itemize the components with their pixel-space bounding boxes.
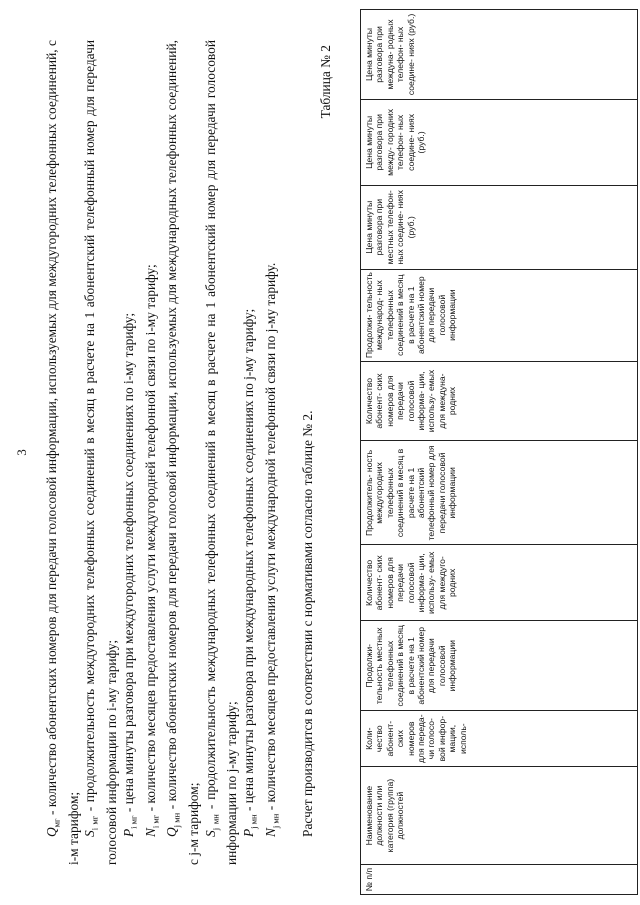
formula-subscript: j мн (248, 814, 259, 829)
page-number: 3 (14, 449, 29, 456)
definition-paragraph (121, 40, 143, 865)
formula-subscript: i мг (128, 815, 139, 829)
formula-symbol: $N_{j мн}$ (262, 813, 281, 837)
definition-text: Расчет производится в соответствии с нормативами согласно таблице № 2. (300, 410, 316, 837)
definition-paragraph (143, 40, 165, 865)
formula-symbol: $P_{i мг}$ (120, 815, 139, 837)
definition-text: - продолжительность междугородних телефонных соединений в месяц в расчете на 1 абонентский телефонный номер для передачи голосовой информации по i-му тарифу; (82, 40, 120, 865)
header-cell: Количество абонент- ских номеров для передачи голосовой информа- ции, использу- емых для междуна- родних (361, 361, 638, 441)
definition-paragraph (203, 40, 241, 865)
definition-paragraph (82, 40, 120, 865)
definition-paragraph (241, 40, 263, 865)
formula-subscript: мг (51, 818, 62, 828)
table-title: Таблица № 2 (318, 45, 333, 119)
header-cell: Цена минуты разговора при между- городних телефон- ных соедине- ниях (руб.) (361, 99, 638, 185)
definition-text: - количество месяцев предоставления услуги международной телефонной связи по j-му тарифу. (262, 262, 278, 814)
formula-symbol: $Q_{j мн}$ (164, 812, 182, 837)
definitions-text (44, 40, 317, 865)
definition-paragraph (263, 40, 285, 865)
formula-symbol: $P_{j мн}$ (241, 814, 259, 837)
header-cell: Количество абонент- ских номеров для передачи голосовой информа- ции, использу- емых для междуго- родних (361, 545, 638, 621)
formula-symbol: $Q_{мг}$ (44, 818, 62, 837)
header-cell: Продолжи- тельность международ- ных телефонных соединений в месяц в расчете на 1 абонентский номер для передачи голосовой информации (361, 269, 638, 361)
definition-text: - продолжительность международных телефонных соединений в месяц в расчете на 1 абонентский номер для передачи голосовой информации по j-му тарифу; (202, 40, 240, 865)
formula-subscript: i мг (150, 814, 161, 829)
header-cell: Продолжи- тельность местных телефонных соединений в месяц в расчете на 1 абонентский номер для передачи голосовой информации (361, 621, 638, 711)
formula-symbol: $S_{j мн}$ (202, 814, 221, 837)
header-cell: Продолжитель- ность междугородних телефонных соединений в месяц в расчете на 1 абонентский телефонный номер для передачи голосовой информации (361, 441, 638, 545)
header-cell: Цена минуты разговора при междуна- родных телефон- ных соедине- ниях (руб.) (361, 10, 638, 100)
header-cell: Коли- чество абонент- ских номеров для переда- чи голосо- вой инфор- мации, исполь- (361, 711, 638, 767)
definition-paragraph (164, 40, 202, 865)
formula-subscript: j мн (270, 813, 281, 829)
table-container (360, 9, 640, 895)
header-cell: Наименование должности или категория (группа) должностей (361, 767, 638, 865)
formula-symbol: $S_{i мг}$ (82, 815, 101, 837)
definition-text: - цена минуты разговора при междугородних телефонных соединениях по i-му тарифу; (120, 312, 136, 816)
definition-paragraph (44, 40, 82, 865)
formula-symbol: $N_{i мг}$ (142, 814, 161, 837)
definition-text: - цена минуты разговора при международных телефонных соединениях по j-му тарифу; (241, 308, 257, 815)
formula-subscript: j мн (210, 814, 221, 831)
header-cell: № п/п (361, 865, 638, 895)
definition-text: - количество абонентских номеров для передачи голосовой информации, используемых для международных телефонных соединений, с j-м тарифом; (164, 40, 201, 865)
definition-text: - количество абонентских номеров для передачи голосовой информации, используемых для междугородних телефонных соединений, с i-м тарифом; (44, 40, 81, 865)
formula-subscript: i мг (90, 815, 101, 831)
definition-text: - количество месяцев предоставления услуги междугородней телефонной связи по i-му тарифу; (142, 264, 158, 815)
header-cell: Цена минуты разговора при местных телефон- ных соедине- ниях (руб.) (361, 185, 638, 269)
definition-paragraph (300, 40, 317, 865)
formula-subscript: j мн (171, 812, 182, 828)
rates-table (360, 9, 638, 895)
table-header-row (361, 10, 638, 895)
